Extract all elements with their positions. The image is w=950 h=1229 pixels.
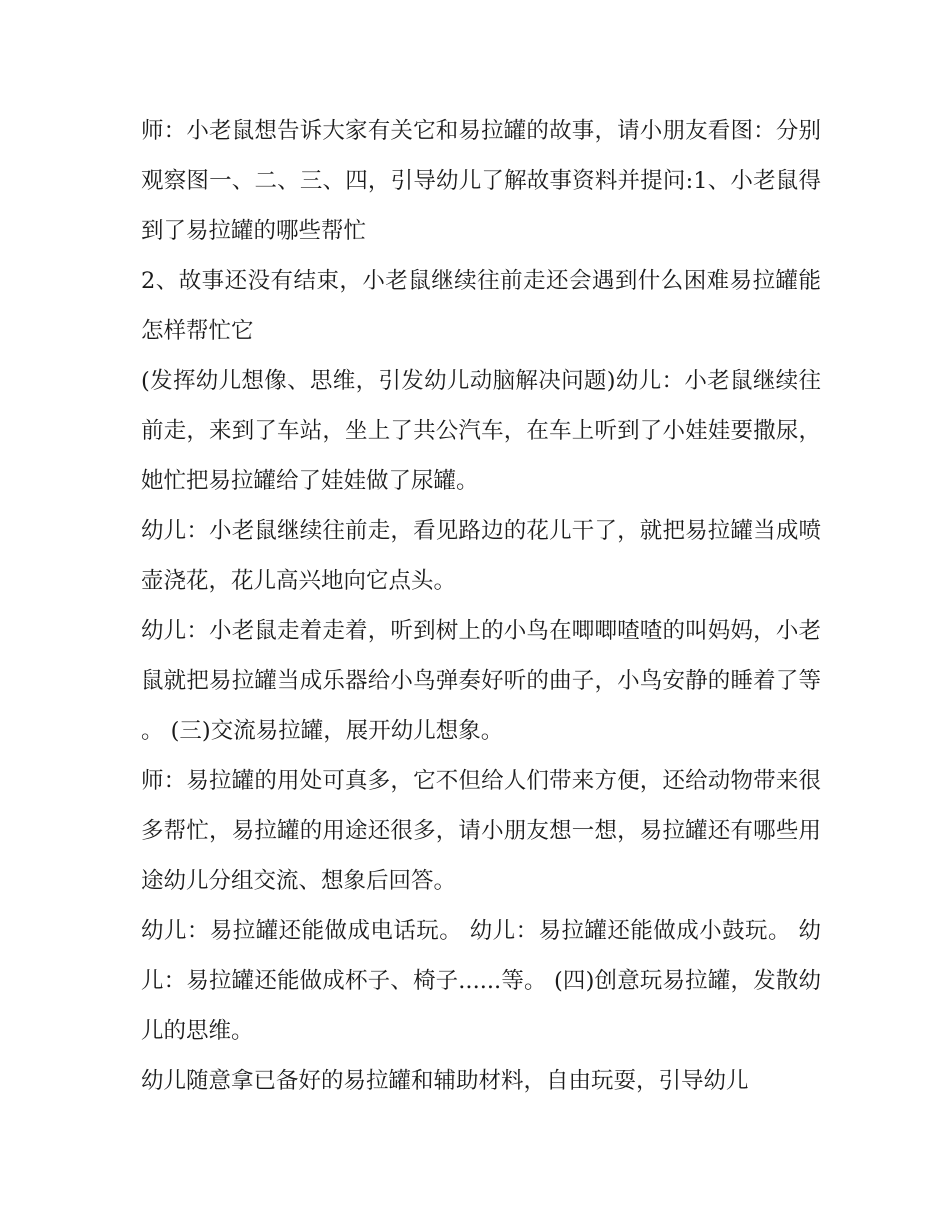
document-body [141,106,821,1106]
paragraph-question-two: 2、故事还没有结束，小老鼠继续往前走还会遇到什么困难易拉罐能怎样帮忙它 [141,268,821,344]
paragraph-free-play: 幼儿随意拿已备好的易拉罐和辅助材料，自由玩耍，引导幼儿 [141,1068,749,1094]
paragraph-child-answer-flowers: 幼儿：小老鼠继续往前走，看见路边的花儿干了，就把易拉罐当成喷壶浇花，花儿高兴地向它点头。 [141,518,821,594]
paragraph-teacher-story-intro: 师：小老鼠想告诉大家有关它和易拉罐的故事，请小朋友看图：分别观察图一、二、三、四，引导幼儿了解故事资料并提问:1、小老鼠得到了易拉罐的哪些帮忙 [141,118,821,244]
paragraph-child-answer-bus: (发挥幼儿想像、思维，引发幼儿动脑解决问题)幼儿：小老鼠继续往前走，来到了车站，坐上了共公汽车，在车上听到了小娃娃要撒尿，她忙把易拉罐给了娃娃做了尿罐。 [141,368,821,494]
paragraph-child-answers-uses: 幼儿：易拉罐还能做成电话玩。 幼儿：易拉罐还能做成小鼓玩。 幼儿：易拉罐还能做成杯子、椅子......等。 (四)创意玩易拉罐，发散幼儿的思维。 [141,918,821,1044]
paragraph-teacher-uses: 师：易拉罐的用处可真多，它不但给人们带来方便，还给动物带来很多帮忙，易拉罐的用途还很多，请小朋友想一想，易拉罐还有哪些用途幼儿分组交流、想象后回答。 [141,768,821,894]
paragraph-child-answer-bird: 幼儿：小老鼠走着走着，听到树上的小鸟在唧唧喳喳的叫妈妈，小老鼠就把易拉罐当成乐器给小鸟弹奏好听的曲子，小鸟安静的睡着了等。 (三)交流易拉罐，展开幼儿想象。 [141,618,821,744]
